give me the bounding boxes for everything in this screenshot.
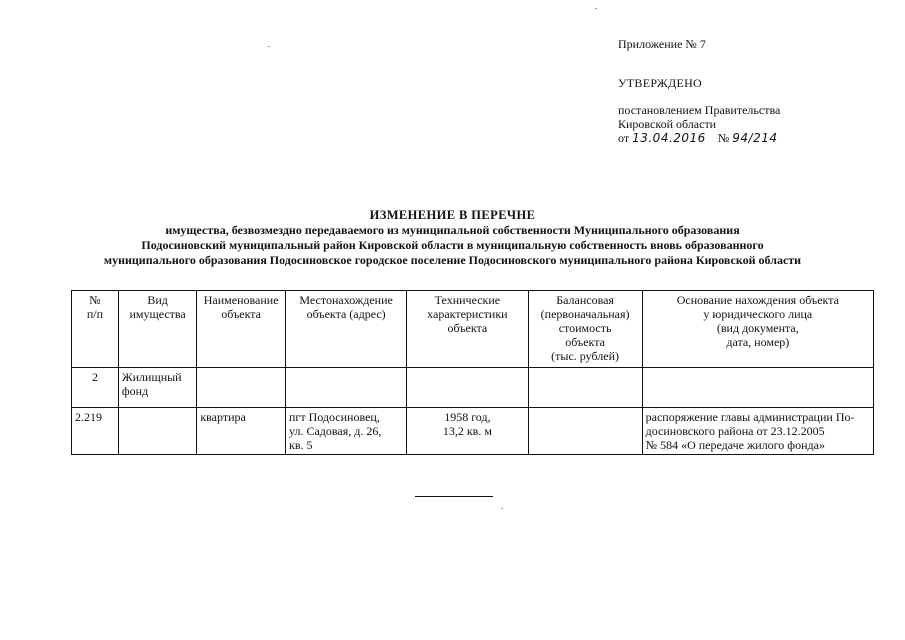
header-name [197, 291, 286, 368]
cell-kind [118, 408, 196, 455]
cell-location [285, 408, 406, 455]
cell-text: распоряжение главы администрации По- [645, 410, 855, 424]
header-text: имущества [129, 307, 186, 321]
header-location [285, 291, 406, 368]
header-text: характеристики [427, 307, 508, 321]
cell-text: кв. 5 [288, 438, 313, 452]
header-text: объекта [565, 335, 605, 349]
scan-speck [595, 8, 597, 9]
title-line-2: Подосиновский муниципальный район Кировской области в муниципальную собственность вновь образованного [141, 238, 764, 252]
cell-name [197, 368, 286, 408]
approval-decree [618, 103, 780, 145]
header-text: Основание нахождения объекта [676, 293, 839, 307]
scan-speck [268, 46, 270, 47]
cell-tech [407, 368, 528, 408]
cell-kind [118, 368, 196, 408]
cell-text: 1958 год, [444, 410, 491, 424]
header-text: Балансовая [556, 293, 614, 307]
decree-date-line [618, 131, 780, 145]
end-separator-line [415, 496, 493, 497]
cell-name: квартира [197, 408, 286, 455]
scan-speck [501, 508, 503, 509]
cell-num: 2 [72, 368, 119, 408]
cell-text: досиновского района от 23.12.2005 [645, 424, 825, 438]
header-text: Наименование [203, 293, 279, 307]
header-text: объекта [447, 321, 488, 335]
property-table [71, 290, 874, 455]
cell-text: № 584 «О передаче жилого фонда» [645, 438, 825, 452]
date-prefix: от [618, 131, 630, 145]
table-header-row [72, 291, 874, 368]
cell-text: Жилищный [121, 370, 182, 384]
title-main: ИЗМЕНЕНИЕ В ПЕРЕЧНЕ [369, 208, 536, 222]
header-text: Вид [147, 293, 168, 307]
cell-basis [642, 368, 873, 408]
title-line-1: имущества, безвозмездно передаваемого из муниципальной собственности Муниципального образования [165, 223, 740, 237]
header-text: Технические [434, 293, 501, 307]
header-text: стоимость [558, 321, 612, 335]
approved-label: УТВЕРЖДЕНО [618, 76, 703, 90]
header-text: (вид документа, [716, 321, 799, 335]
header-text: (первоначальная) [540, 307, 630, 321]
cell-tech [407, 408, 528, 455]
decree-line-2: Кировской области [618, 117, 717, 131]
appendix-label: Приложение № 7 [618, 37, 706, 51]
document-title [40, 208, 865, 268]
header-text: (тыс. рублей) [551, 349, 619, 363]
cell-text: фонд [121, 384, 149, 398]
header-kind [118, 291, 196, 368]
title-line-3: муниципального образования Подосиновское городское поселение Подосиновского муниципального района Кировской области [103, 253, 802, 267]
header-tech [407, 291, 528, 368]
header-num [72, 291, 119, 368]
header-text: Местонахождение [299, 293, 393, 307]
header-text: дата, номер) [726, 335, 790, 349]
handwritten-number: 94/214 [732, 131, 778, 145]
cell-location [285, 368, 406, 408]
header-text: № [89, 293, 101, 307]
cell-text: пгт Подосиновец, [288, 410, 380, 424]
cell-balance [528, 408, 642, 455]
header-basis [642, 291, 873, 368]
number-prefix: № [717, 131, 730, 145]
cell-balance [528, 368, 642, 408]
table-row-section [72, 368, 874, 408]
cell-text: ул. Садовая, д. 26, [288, 424, 382, 438]
header-balance [528, 291, 642, 368]
handwritten-date: 13.04.2016 [632, 131, 706, 145]
cell-text: 13,2 кв. м [442, 424, 492, 438]
cell-num: 2.219 [72, 408, 119, 455]
table-row [72, 408, 874, 455]
decree-line-1: постановлением Правительства [618, 103, 781, 117]
header-text: п/п [86, 307, 104, 321]
cell-basis [642, 408, 873, 455]
header-text: у юридического лица [703, 307, 813, 321]
header-text: объекта (адрес) [306, 307, 386, 321]
header-text: объекта [221, 307, 262, 321]
